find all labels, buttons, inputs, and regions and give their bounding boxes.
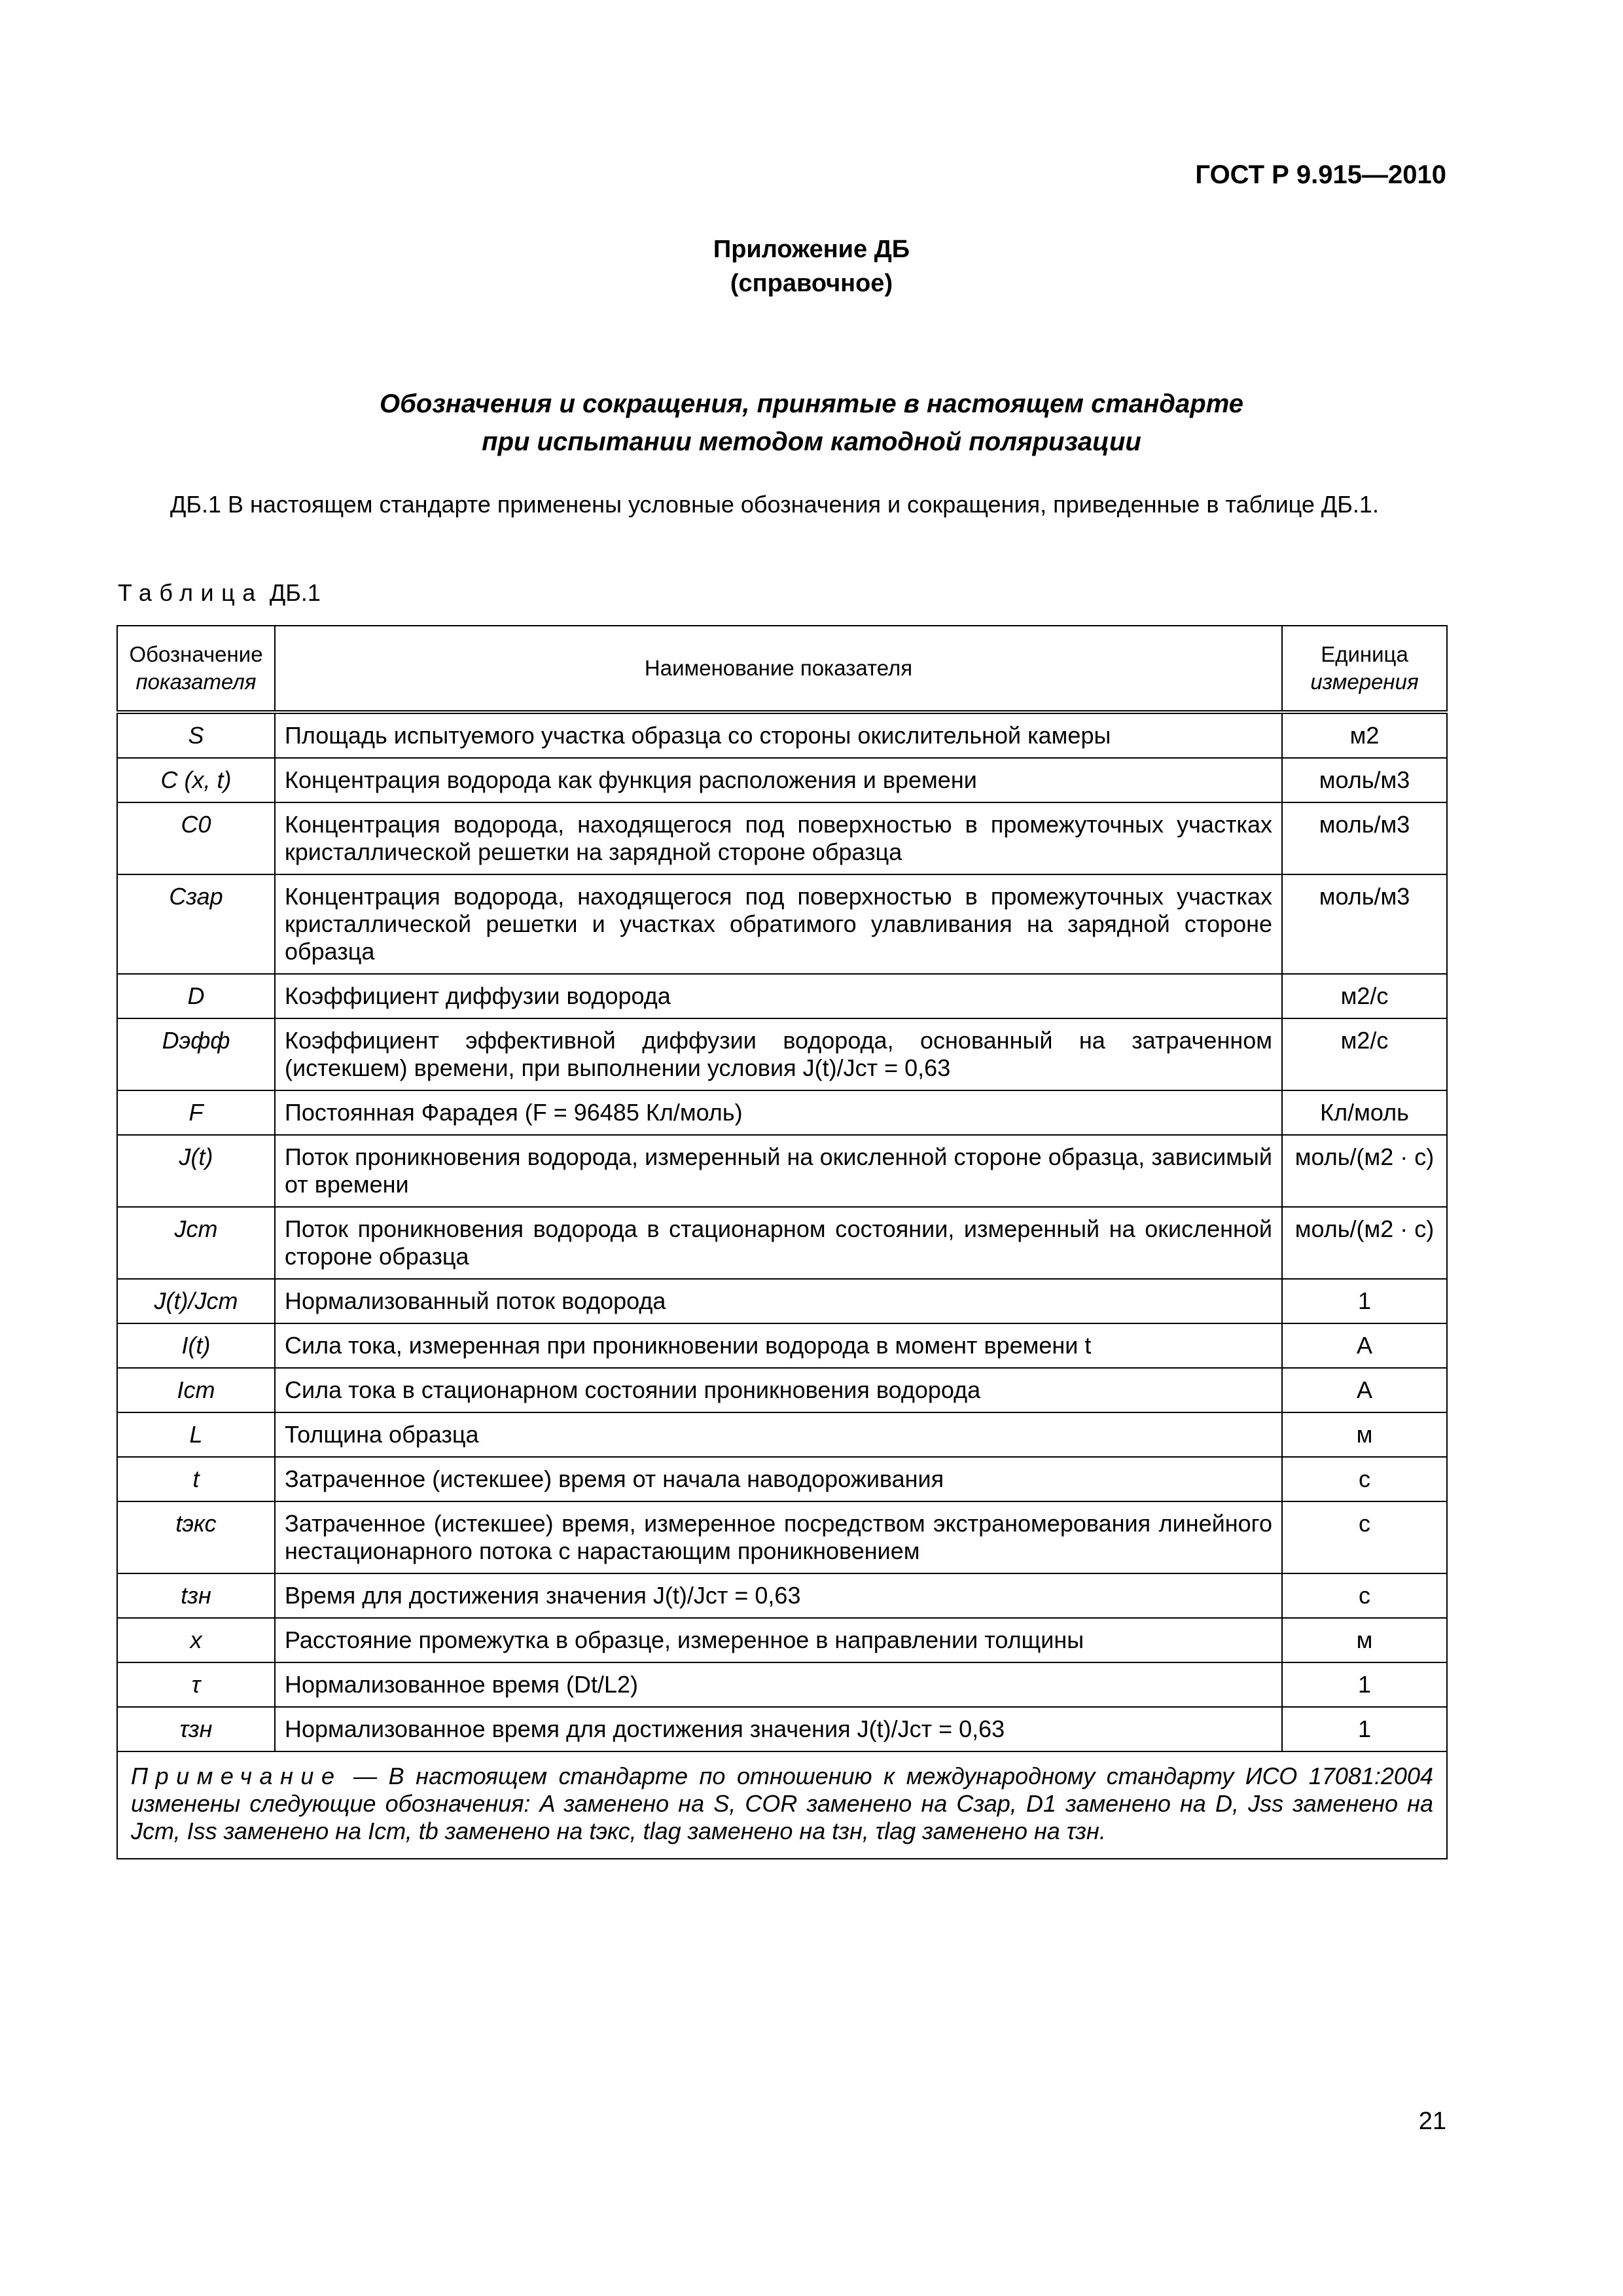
document-title-line-2: при испытании методом катодной поляризации [482, 427, 1141, 456]
table-header-row [117, 626, 1447, 712]
table-caption-number: ДБ.1 [269, 579, 321, 606]
symbol-cell: x [117, 1618, 275, 1662]
name-cell: Затраченное (истекшее) время, измеренное посредством экстраномерования линейного нестационарного потока с нарастающим проникновением [275, 1501, 1282, 1573]
symbol-cell: t [117, 1457, 275, 1501]
header-name: Наименование показателя [275, 626, 1282, 712]
unit-cell: моль/м3 [1282, 758, 1447, 802]
name-cell: Нормализованное время для достижения значения J(t)/Jст = 0,63 [275, 1707, 1282, 1751]
note-label: Примечание [131, 1763, 342, 1789]
symbol-cell: tзн [117, 1573, 275, 1618]
unit-cell: 1 [1282, 1707, 1447, 1751]
document-title [0, 385, 1623, 461]
document-title-line-1: Обозначения и сокращения, принятые в настоящем стандарте [380, 389, 1243, 418]
table-row [117, 1323, 1447, 1368]
table-caption-label: Таблица [118, 579, 263, 606]
unit-cell: с [1282, 1573, 1447, 1618]
unit-cell: м2/с [1282, 1018, 1447, 1090]
table-row [117, 802, 1447, 874]
header-symbol-line-2: показателя [135, 670, 257, 694]
table-note-row [117, 1751, 1447, 1859]
page-number: 21 [1418, 2108, 1446, 2135]
symbol-cell: I(t) [117, 1323, 275, 1368]
table-row [117, 1707, 1447, 1751]
symbol-cell: Cзар [117, 874, 275, 974]
table-row [117, 758, 1447, 802]
appendix-kind: (справочное) [730, 270, 893, 297]
header-symbol-line-1: Обозначение [129, 642, 263, 666]
table-row [117, 1207, 1447, 1279]
symbol-cell: Jст [117, 1207, 275, 1279]
unit-cell: 1 [1282, 1662, 1447, 1707]
unit-cell: моль/м3 [1282, 802, 1447, 874]
unit-cell: 1 [1282, 1279, 1447, 1323]
name-cell: Площадь испытуемого участка образца со стороны окислительной камеры [275, 712, 1282, 758]
table-row [117, 1618, 1447, 1662]
symbol-cell: S [117, 712, 275, 758]
header-symbol [117, 626, 275, 712]
intro-paragraph [118, 489, 1446, 520]
symbol-cell: tэкс [117, 1501, 275, 1573]
name-cell: Нормализованный поток водорода [275, 1279, 1282, 1323]
table-row [117, 1279, 1447, 1323]
symbol-cell: J(t) [117, 1135, 275, 1207]
table-row [117, 1573, 1447, 1618]
name-cell: Поток проникновения водорода в стационарном состоянии, измеренный на окисленной стороне образца [275, 1207, 1282, 1279]
table-row [117, 1457, 1447, 1501]
unit-cell: моль/м3 [1282, 874, 1447, 974]
name-cell: Сила тока, измеренная при проникновении водорода в момент времени t [275, 1323, 1282, 1368]
unit-cell: моль/(м2 · с) [1282, 1135, 1447, 1207]
name-cell: Поток проникновения водорода, измеренный на окисленной стороне образца, зависимый от времени [275, 1135, 1282, 1207]
name-cell: Нормализованное время (Dt/L2) [275, 1662, 1282, 1707]
table-row [117, 1501, 1447, 1573]
table-body [117, 712, 1447, 1751]
unit-cell: А [1282, 1323, 1447, 1368]
table-caption [118, 579, 321, 607]
intro-text: ДБ.1 В настоящем стандарте применены условные обозначения и сокращения, приведенные в таблице ДБ.1. [170, 491, 1379, 518]
name-cell: Сила тока в стационарном состоянии проникновения водорода [275, 1368, 1282, 1412]
name-cell: Концентрация водорода как функция расположения и времени [275, 758, 1282, 802]
unit-cell: с [1282, 1457, 1447, 1501]
unit-cell: м [1282, 1412, 1447, 1457]
unit-cell: А [1282, 1368, 1447, 1412]
name-cell: Концентрация водорода, находящегося под поверхностью в промежуточных участках кристаллической решетки на зарядной стороне образца [275, 802, 1282, 874]
unit-cell: м2 [1282, 712, 1447, 758]
symbol-cell: C (x, t) [117, 758, 275, 802]
unit-cell: Кл/моль [1282, 1090, 1447, 1135]
symbol-cell: L [117, 1412, 275, 1457]
symbol-cell: τ [117, 1662, 275, 1707]
name-cell: Концентрация водорода, находящегося под поверхностью в промежуточных участках кристаллической решетки и участках обратимого улавливания на зарядной стороне образца [275, 874, 1282, 974]
table-note [117, 1751, 1447, 1859]
name-cell: Коэффициент эффективной диффузии водорода, основанный на затраченном (истекшем) времени, при выполнении условия J(t)/Jст = 0,63 [275, 1018, 1282, 1090]
table-row [117, 712, 1447, 758]
table-row [117, 1412, 1447, 1457]
appendix-title: Приложение ДБ [713, 236, 910, 263]
header-unit-line-2: измерения [1310, 670, 1419, 694]
header-unit-line-1: Единица [1321, 642, 1408, 666]
name-cell: Коэффициент диффузии водорода [275, 974, 1282, 1018]
table-row [117, 874, 1447, 974]
name-cell: Расстояние промежутка в образце, измеренное в направлении толщины [275, 1618, 1282, 1662]
name-cell: Время для достижения значения J(t)/Jст = 0,63 [275, 1573, 1282, 1618]
name-cell: Толщина образца [275, 1412, 1282, 1457]
header-unit [1282, 626, 1447, 712]
table-row [117, 1135, 1447, 1207]
symbol-cell: Dэфф [117, 1018, 275, 1090]
symbols-table [116, 625, 1448, 1859]
table-row [117, 1662, 1447, 1707]
symbol-cell: τзн [117, 1707, 275, 1751]
symbol-cell: J(t)/Jст [117, 1279, 275, 1323]
table-row [117, 974, 1447, 1018]
standard-designation: ГОСТ Р 9.915—2010 [1195, 160, 1446, 189]
symbol-cell: D [117, 974, 275, 1018]
unit-cell: с [1282, 1501, 1447, 1573]
table-row [117, 1090, 1447, 1135]
symbol-cell: F [117, 1090, 275, 1135]
name-cell: Затраченное (истекшее) время от начала наводороживания [275, 1457, 1282, 1501]
symbol-cell: C0 [117, 802, 275, 874]
note-text: — В настоящем стандарте по отношению к международному стандарту ИСО 17081:2004 изменены следующие обозначения: A заменено на S, COR заменено на Cзар, D1 заменено на D, Jss заменено на Jст, Iss заменено на Iст, tb заменено на tэкс, tlag заменено на tзн, τlag заменено на τзн. [131, 1763, 1433, 1844]
unit-cell: моль/(м2 · с) [1282, 1207, 1447, 1279]
unit-cell: м [1282, 1618, 1447, 1662]
appendix-heading [0, 232, 1623, 300]
table-row [117, 1368, 1447, 1412]
symbol-cell: Iст [117, 1368, 275, 1412]
name-cell: Постоянная Фарадея (F = 96485 Кл/моль) [275, 1090, 1282, 1135]
table-row [117, 1018, 1447, 1090]
unit-cell: м2/с [1282, 974, 1447, 1018]
